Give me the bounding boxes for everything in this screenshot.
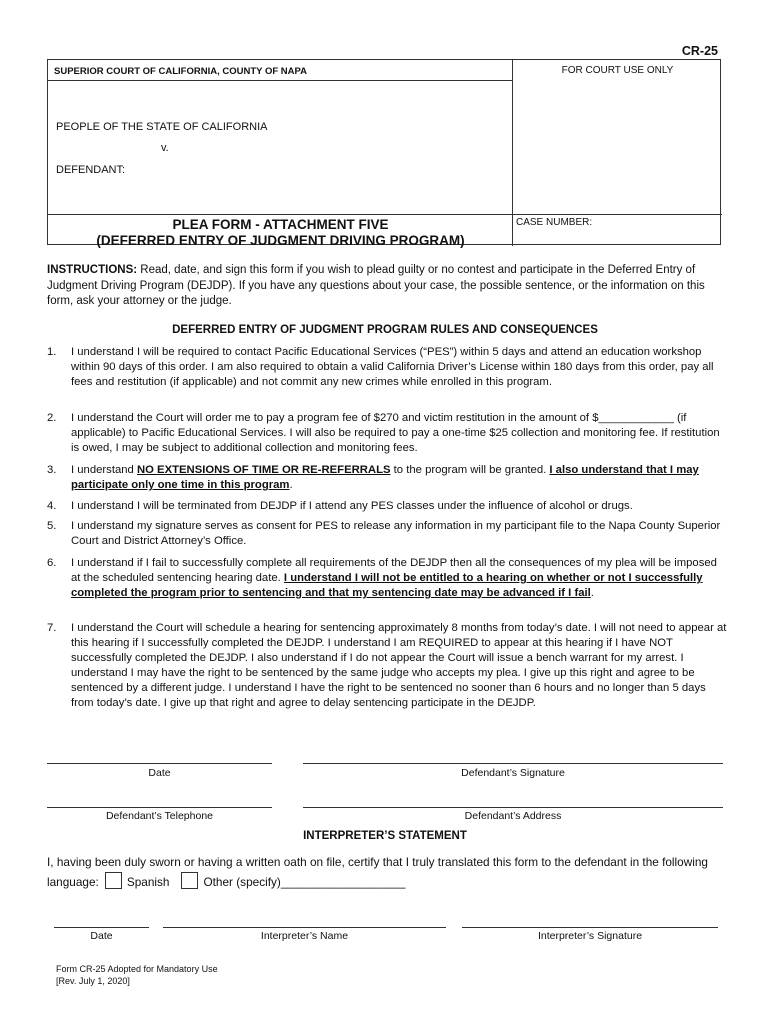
rule-text-part: I understand if I fail to successfully complete all requirements of the DEJDP then all the consequences of my plea will be imposed at the scheduled sentencing hearing date. <box>71 557 717 584</box>
interpreter-signature-line[interactable] <box>462 927 718 928</box>
court-name: SUPERIOR COURT OF CALIFORNIA, COUNTY OF NAPA <box>54 66 307 77</box>
footer-revision: [Rev. July 1, 2020] <box>56 976 130 986</box>
rule-emphasis: I also understand that I may participate only one time in this program <box>71 464 699 491</box>
defendant-signature-label: Defendant’s Signature <box>461 767 565 779</box>
rule-number: 7. <box>47 622 57 634</box>
form-footer <box>56 963 218 987</box>
rule-text: I understand I will be terminated from DEJDP if I attend any PES classes under the influence of alcohol or drugs. <box>71 500 633 512</box>
other-language-checkbox[interactable] <box>181 872 198 889</box>
spanish-checkbox[interactable] <box>105 872 122 889</box>
title-divider <box>48 214 722 215</box>
defendant-label: DEFENDANT: <box>56 164 126 176</box>
defendant-telephone-label: Defendant’s Telephone <box>105 810 214 822</box>
case-number-label: CASE NUMBER: <box>516 217 593 228</box>
rule-text-part: to the program will be granted. <box>390 464 550 476</box>
rule-number: 6. <box>47 557 57 569</box>
rule-text-part: I understand <box>71 464 137 476</box>
rule-number: 1. <box>47 346 57 358</box>
footer-adopted: Form CR-25 Adopted for Mandatory Use <box>56 964 218 974</box>
interpreter-name-label: Interpreter’s Name <box>260 930 349 942</box>
court-name-divider <box>48 80 513 81</box>
rule-2 <box>47 411 727 456</box>
court-use-label: FOR COURT USE ONLY <box>561 65 674 76</box>
date-signature-line[interactable] <box>47 763 272 764</box>
rule-6 <box>47 556 727 601</box>
form-title <box>48 217 513 249</box>
rule-4 <box>47 499 727 514</box>
rule-text: I understand the Court will order me to pay a program fee of $270 and victim restitution in the amount of $____________ (if applicable) to Pacific Educational Services. I will also be required to pay a one-time $25 collection and monitoring fee. If restitution is owed, I may be subject to additional collection and monitoring fees. <box>71 412 720 454</box>
interpreter-date-label: Date <box>90 930 113 942</box>
interpreter-date-line[interactable] <box>54 927 149 928</box>
other-language-label[interactable]: Other (specify)___________________ <box>203 875 406 889</box>
interpreter-signature-label: Interpreter’s Signature <box>537 930 643 942</box>
rule-number: 2. <box>47 412 57 424</box>
instructions <box>47 263 725 310</box>
defendant-telephone-line[interactable] <box>47 807 272 808</box>
rule-number: 5. <box>47 520 57 532</box>
date-label: Date <box>148 767 171 779</box>
form-title-line2: (DEFERRED ENTRY OF JUDGMENT DRIVING PROGRAM) <box>96 233 465 248</box>
defendant-address-label: Defendant’s Address <box>464 810 562 822</box>
rule-text-part: . <box>289 479 293 491</box>
plaintiff-label: PEOPLE OF THE STATE OF CALIFORNIA <box>56 121 268 133</box>
rule-text <box>71 463 727 493</box>
versus-label: v. <box>161 142 169 154</box>
caption-box <box>47 59 721 248</box>
interpreter-name-line[interactable] <box>163 927 446 928</box>
rule-number: 4. <box>47 500 57 512</box>
defendant-address-line[interactable] <box>303 807 723 808</box>
rule-text: I understand I will be required to contact Pacific Educational Services (“PES”) within 5 days and attend an education workshop within 90 days of this order. I am also required to obtain a valid California Driver’s License within 180 days from this order, pay all fees and restitution (if applicable) and not commit any new crimes while enrolled in this program. <box>71 346 714 388</box>
rule-emphasis: NO EXTENSIONS OF TIME OR RE-REFERRALS <box>136 464 391 476</box>
form-id: CR-25 <box>681 44 718 58</box>
form-title-line1: PLEA FORM - ATTACHMENT FIVE <box>172 217 389 232</box>
rule-emphasis: I understand I will not be entitled to a hearing on whether or not I successfully completed the program prior to sentencing and that my sentencing date may be advanced if I fail <box>71 572 703 599</box>
rule-5 <box>47 519 727 549</box>
interpreter-statement <box>47 852 727 892</box>
rule-text: I understand the Court will schedule a hearing for sentencing approximately 8 months from today’s date. I will not need to appear at this hearing if I successfully completed the DEJDP. I understand I am REQUIRED to appear at this hearing if I have NOT successfully completed the DEJDP. I also understand if I do not appear the Court will issue a bench warrant for my arrest. I understand I may have the right to be sentenced by the same judge who accepts my plea. I give up this right and agree to be sentenced by a different judge. I understand I have the right to be sentenced no sooner than 6 hours and no longer than 5 days from today’s date. I give up that right and agree to delay sentencing participate in the DEJDP. <box>71 622 727 709</box>
instructions-text: Read, date, and sign this form if you wish to plead guilty or no contest and participate in the Deferred Entry of Judgment Driving Program (DEJDP). If you have any questions about your case, the possible sentence, or the information on this form, ask your attorney or the judge. <box>47 264 705 307</box>
spanish-label: Spanish <box>126 875 170 889</box>
rule-number: 3. <box>47 464 57 476</box>
rule-text: I understand my signature serves as consent for PES to release any information in my participant file to the Napa County Superior Court and District Attorney’s Office. <box>71 520 721 547</box>
instructions-label: INSTRUCTIONS: <box>47 264 138 276</box>
rule-text <box>71 556 727 601</box>
rule-1 <box>47 345 727 390</box>
defendant-signature-line[interactable] <box>303 763 723 764</box>
interpreter-statement-text: I, having been duly sworn or having a written oath on file, certify that I truly translated this form to the defendant in the following language: <box>47 855 708 889</box>
rule-7 <box>47 621 727 711</box>
interpreter-statement-title: INTERPRETER’S STATEMENT <box>303 830 467 842</box>
rules-section-title: DEFERRED ENTRY OF JUDGMENT PROGRAM RULES AND CONSEQUENCES <box>172 324 598 336</box>
rule-3 <box>47 463 727 493</box>
rule-text-part: . <box>590 587 594 599</box>
